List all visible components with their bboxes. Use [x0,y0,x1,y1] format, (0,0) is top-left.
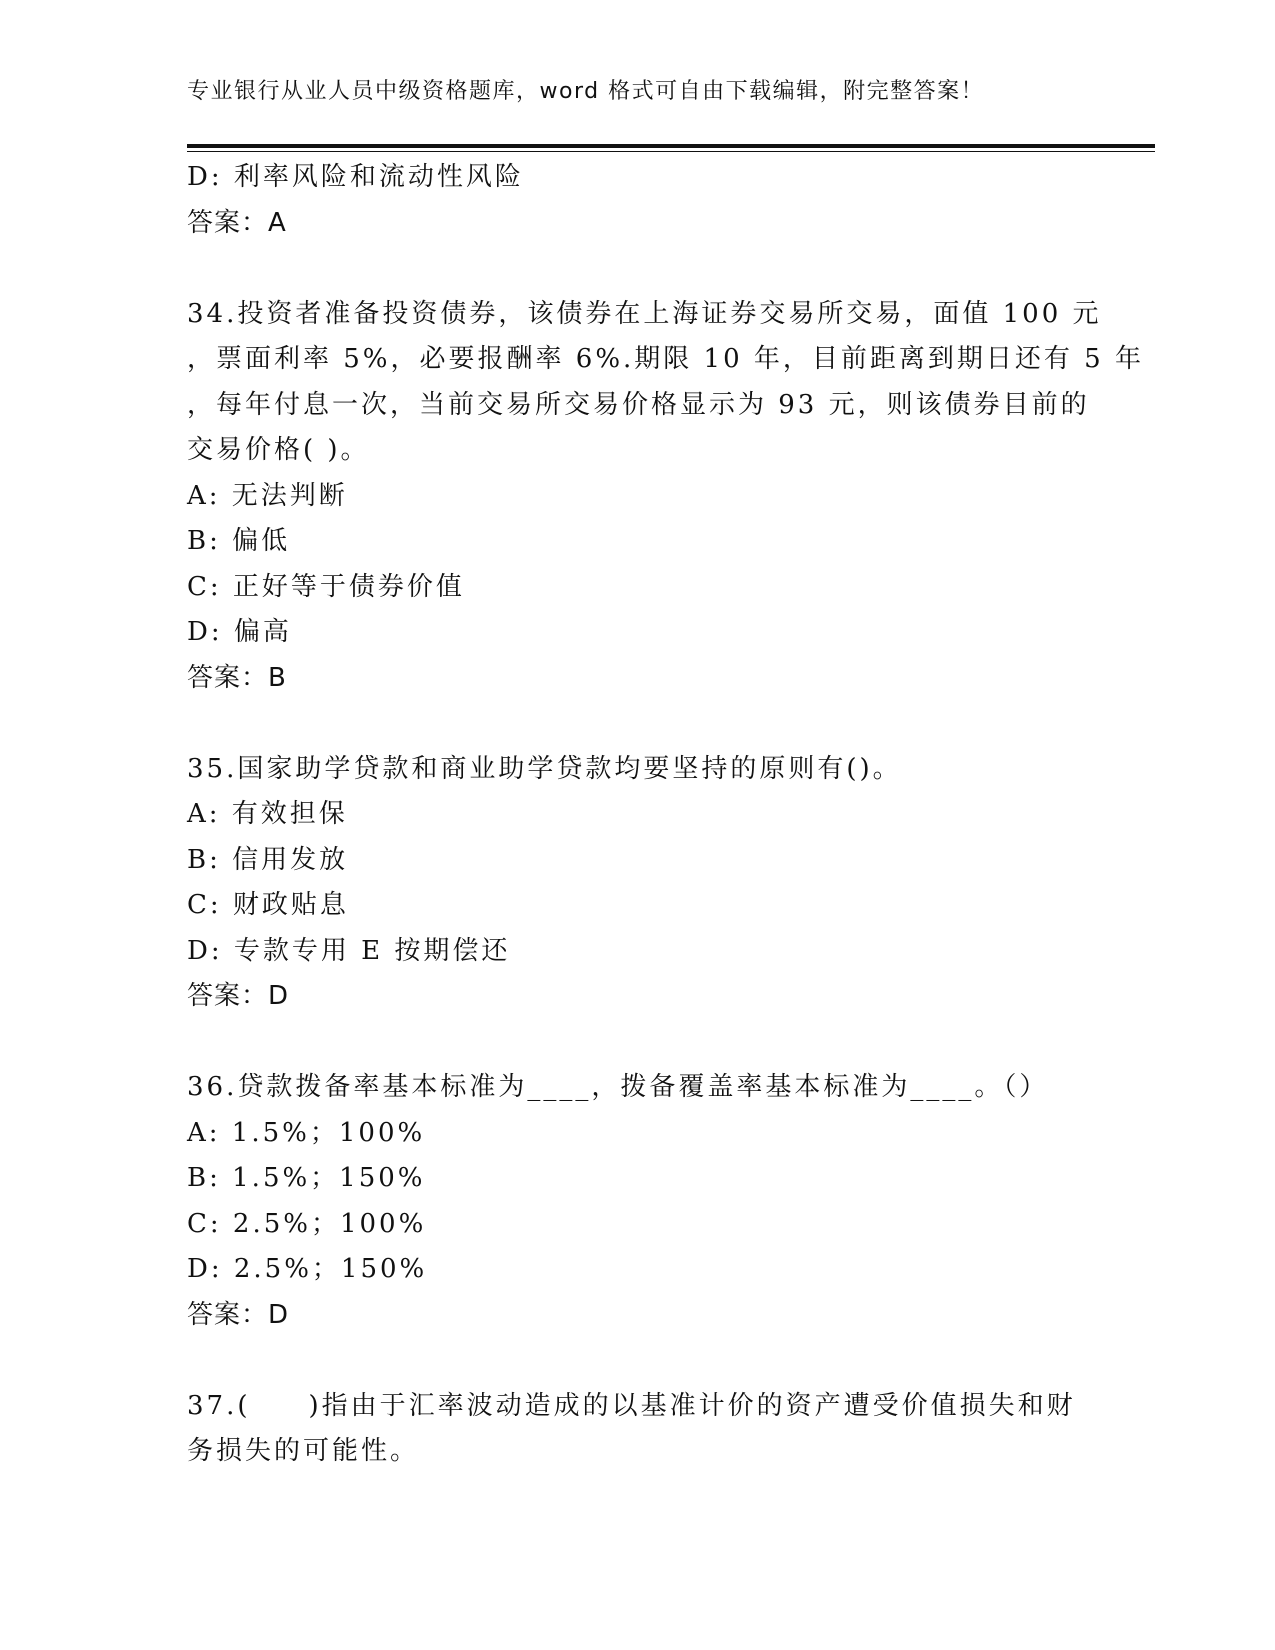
option-c: C: 财政贴息 [187,890,349,920]
question-stem-line: ，票面利率 5%，必要报酬率 6%.期限 10 年，目前距离到期日还有 5 年 [187,344,1144,374]
option-a: A: 有效担保 [187,799,348,829]
question-37 [187,1384,1087,1475]
question-stem-line: 36.贷款拨备率基本标准为____，拨备覆盖率基本标准为____。（） [187,1072,1049,1102]
option-d: D: 2.5%；150% [187,1254,428,1284]
option-a: A: 无法判断 [187,480,348,511]
question-stem-line: 交易价格( )。 [187,435,370,465]
option-d: D: 利率风险和流动性风险 [187,162,524,192]
option-a: A: 1.5%；100% [187,1117,426,1148]
option-b: B: 偏低 [187,526,291,556]
option-b: B: 1.5%；150% [187,1163,426,1193]
question-stem-line: 34.投资者准备投资债券，该债券在上海证券交易所交易，面值 100 元 [187,298,1102,329]
answer-line: 答案：D [187,981,290,1011]
header-rule-thin [187,151,1155,152]
question-34 [187,292,1144,702]
option-c: C: 正好等于债券价值 [187,571,465,602]
answer-line: 答案：B [187,662,287,693]
answer-line: 答案：D [187,1299,290,1330]
question-35 [187,747,1087,1020]
answer-line: 答案：A [187,207,287,238]
question-stem-line: 37.( )指由于汇率波动造成的以基准计价的资产遭受价值损失和财 [187,1390,1076,1421]
page-header: 专业银行从业人员中级资格题库，word 格式可自由下载编辑，附完整答案！ [187,79,985,104]
option-d: D: 偏高 [187,617,292,647]
option-b: B: 信用发放 [187,844,349,875]
question-stem-line: ，每年付息一次，当前交易所交易价格显示为 93 元，则该债券目前的 [187,389,1090,420]
question-stem-line: 35.国家助学贷款和商业助学贷款均要坚持的原则有()。 [187,753,902,784]
option-c: C: 2.5%；100% [187,1208,427,1239]
question-36 [187,1065,1087,1338]
question-list [187,155,1144,1475]
question-stem-line: 务损失的可能性。 [187,1436,420,1466]
header-rule-thick [187,144,1155,148]
option-d: D: 专款专用 E 按期偿还 [187,935,511,966]
